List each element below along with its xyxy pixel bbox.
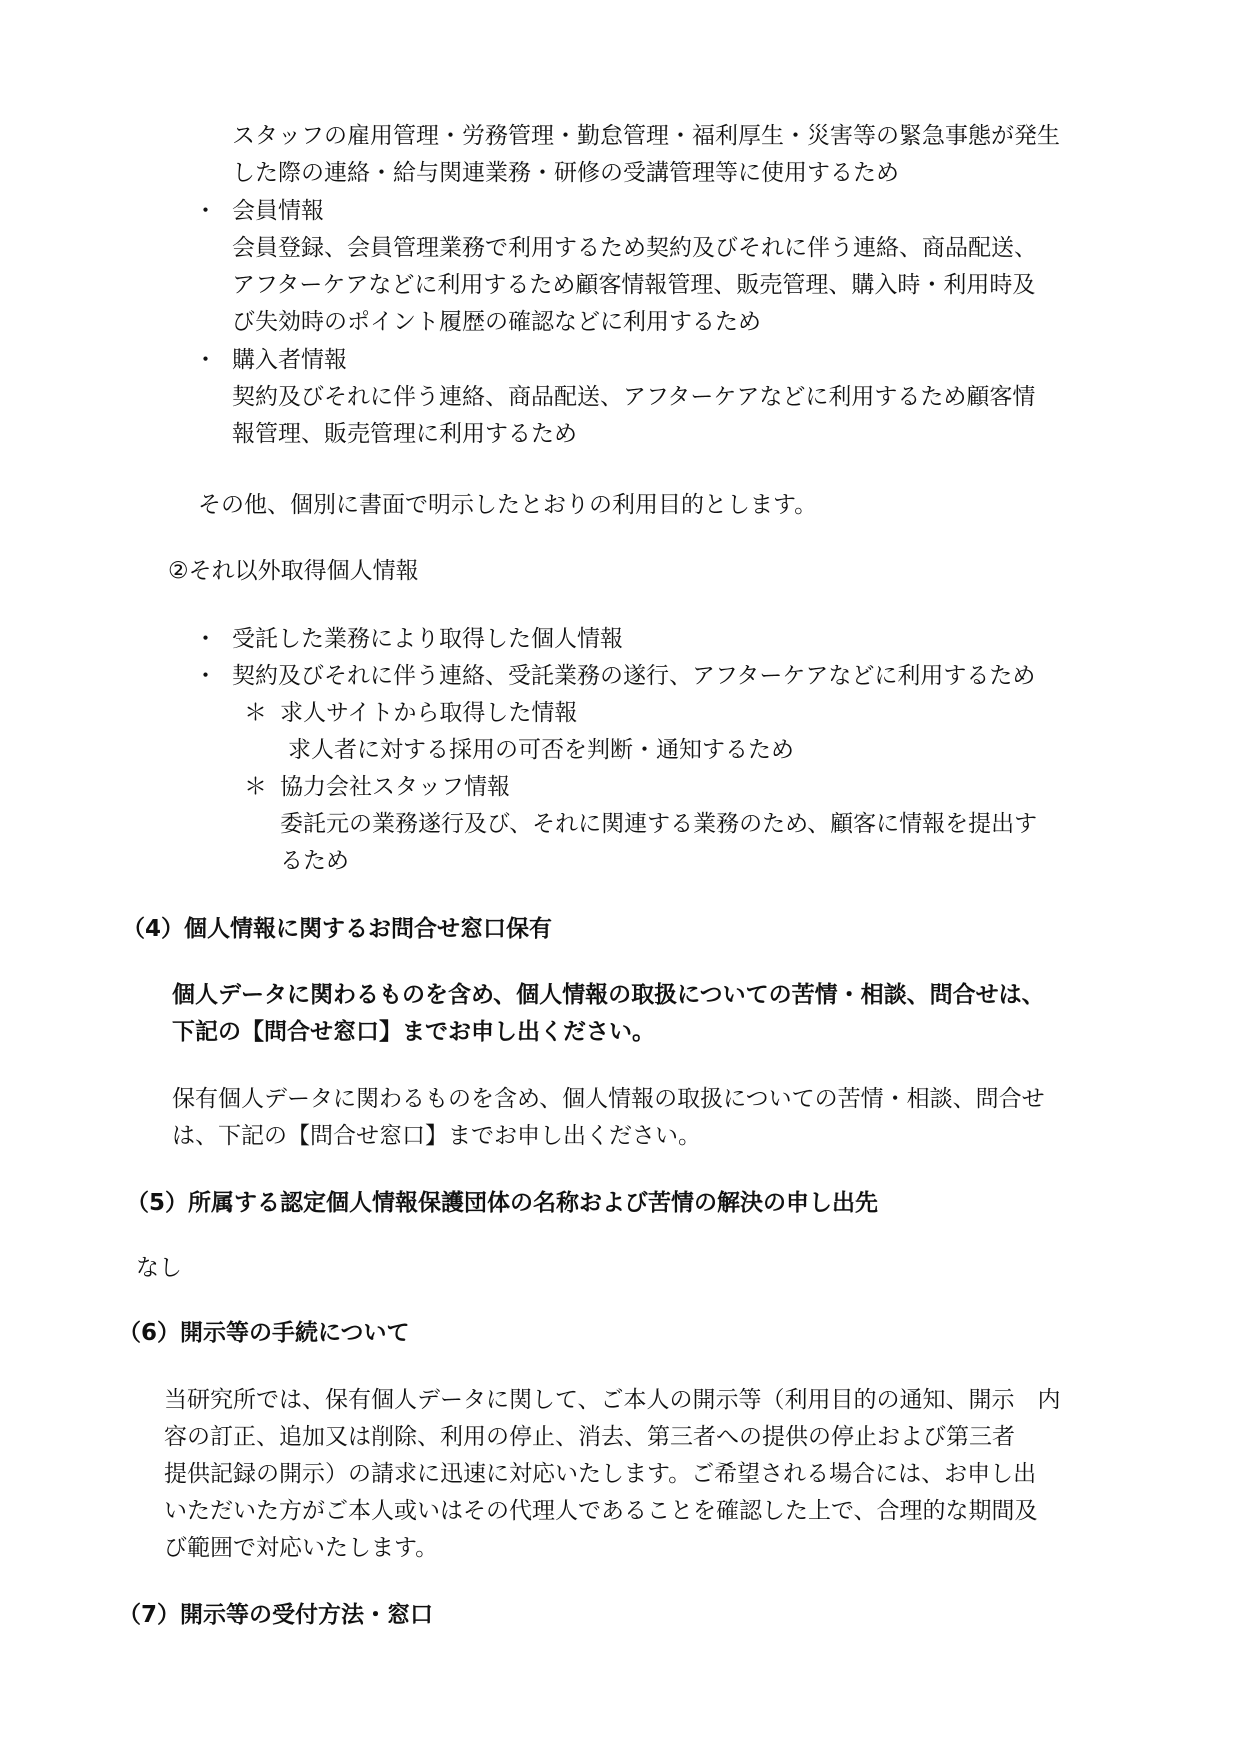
section-4-line-2: は、下記の【問合せ窓口】までお申し出ください。: [172, 1123, 701, 1149]
section-6-line-1: 当研究所では、保有個人データに関して、ご本人の開示等（利用目的の通知、開示 内: [164, 1387, 1061, 1413]
section-6-line-2: 容の訂正、追加又は削除、利用の停止、消去、第三者への提供の停止および第三者: [164, 1424, 1015, 1450]
section-6-line-5: び範囲で対応いたします。: [164, 1535, 439, 1561]
section-6-heading: （6）開示等の手続について: [118, 1320, 410, 1346]
other-purpose-note: その他、個別に書面で明示したとおりの利用目的とします。: [198, 492, 818, 518]
asterisk-marker: ＊: [244, 774, 267, 800]
bullet-marker: ・: [194, 198, 217, 224]
purchaser-info-line-1: 契約及びそれに伴う連絡、商品配送、アフターケアなどに利用するため顧客情: [232, 384, 1036, 410]
member-info-line-1: 会員登録、会員管理業務で利用するため契約及びそれに伴う連絡、商品配送、: [232, 235, 1037, 261]
asterisk-marker: ＊: [244, 700, 267, 726]
purchaser-info-line-2: 報管理、販売管理に利用するため: [232, 421, 577, 447]
section-4-line-1: 保有個人データに関わるものを含め、個人情報の取扱についての苦情・相談、問合せ: [172, 1086, 1045, 1112]
member-info-title: 会員情報: [232, 198, 324, 224]
section-7-heading: （7）開示等の受付方法・窓口: [118, 1602, 434, 1628]
section-4-bold-line-2: 下記の【問合せ窓口】までお申し出ください。: [172, 1019, 655, 1045]
bullet-marker: ・: [194, 347, 217, 373]
partner-staff-info-title: 協力会社スタッフ情報: [280, 774, 510, 800]
section-6-line-3: 提供記録の開示）の請求に迅速に対応いたします。ご希望される場合には、お申し出: [164, 1461, 1037, 1487]
section-5-body: なし: [136, 1255, 182, 1281]
section-4-heading: （4）個人情報に関するお問合せ窓口保有: [122, 916, 553, 942]
bullet-marker: ・: [194, 663, 217, 689]
section-2-bullet-2: 契約及びそれに伴う連絡、受託業務の遂行、アフターケアなどに利用するため: [232, 663, 1036, 689]
job-site-info-line-1: 求人者に対する採用の可否を判断・通知するため: [288, 737, 794, 763]
job-site-info-title: 求人サイトから取得した情報: [280, 700, 578, 726]
staff-purpose-line-1: スタッフの雇用管理・労務管理・勤怠管理・福利厚生・災害等の緊急事態が発生: [232, 123, 1060, 149]
section-4-bold-line-1: 個人データに関わるものを含め、個人情報の取扱についての苦情・相談、問合せは、: [172, 982, 1045, 1008]
member-info-line-3: び失効時のポイント履歴の確認などに利用するため: [232, 309, 761, 335]
section-5-heading: （5）所属する認定個人情報保護団体の名称および苦情の解決の申し出先: [126, 1190, 879, 1216]
bullet-marker: ・: [194, 626, 217, 652]
member-info-line-2: アフターケアなどに利用するため顧客情報管理、販売管理、購入時・利用時及: [232, 272, 1036, 298]
staff-purpose-line-2: した際の連絡・給与関連業務・研修の受講管理等に使用するため: [232, 160, 899, 186]
partner-staff-info-line-2: るため: [280, 848, 349, 874]
section-2-bullet-1: 受託した業務により取得した個人情報: [232, 626, 623, 652]
section-2-title: ②それ以外取得個人情報: [168, 558, 419, 584]
partner-staff-info-line-1: 委託元の業務遂行及び、それに関連する業務のため、顧客に情報を提出す: [280, 811, 1038, 837]
purchaser-info-title: 購入者情報: [232, 347, 347, 373]
section-6-line-4: いただいた方がご本人或いはその代理人であることを確認した上で、合理的な期間及: [164, 1498, 1038, 1524]
